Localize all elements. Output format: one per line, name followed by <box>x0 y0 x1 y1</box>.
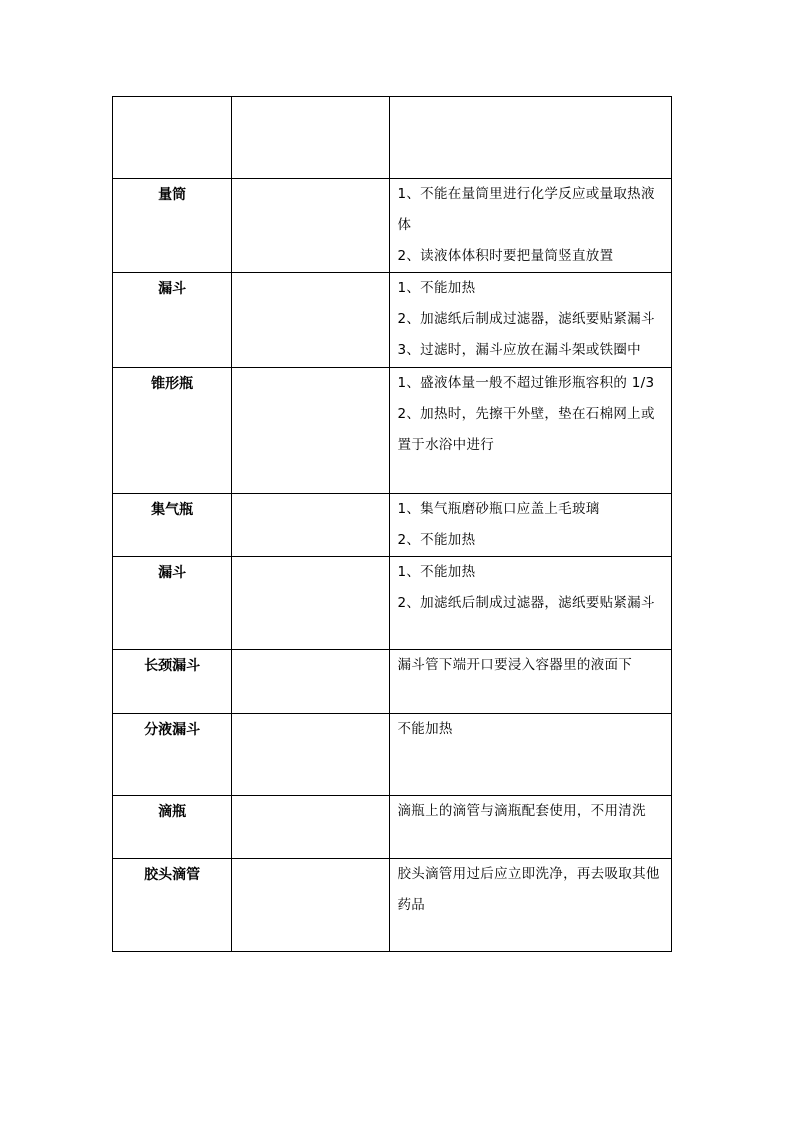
usage-notes <box>390 494 672 557</box>
blank-cell <box>232 796 390 859</box>
table-row <box>113 714 672 796</box>
usage-notes <box>390 714 672 796</box>
note-line: 1、盛液体量一般不超过锥形瓶容积的 1/3 <box>397 375 655 391</box>
note-line: 滴瓶上的滴管与滴瓶配套使用，不用清洗 <box>397 803 646 819</box>
note-line: 3、过滤时，漏斗应放在漏斗架或铁圈中 <box>397 342 641 358</box>
blank-cell <box>232 557 390 650</box>
blank-cell <box>232 97 390 179</box>
blank-cell <box>232 494 390 557</box>
blank-cell <box>232 179 390 273</box>
usage-notes <box>390 796 672 859</box>
table-row <box>113 97 672 179</box>
table-row <box>113 650 672 714</box>
note-line: 2、加滤纸后制成过滤器，滤纸要贴紧漏斗 <box>397 595 655 611</box>
table-row <box>113 273 672 368</box>
blank-cell <box>232 714 390 796</box>
table-row <box>113 557 672 650</box>
blank-cell <box>232 368 390 494</box>
usage-notes <box>390 368 672 494</box>
usage-notes <box>390 179 672 273</box>
instrument-name: 漏斗 <box>113 557 232 650</box>
table-row <box>113 179 672 273</box>
note-line: 胶头滴管用过后应立即洗净，再去吸取其他药品 <box>397 866 660 913</box>
instrument-name: 漏斗 <box>113 273 232 368</box>
note-line: 漏斗管下端开口要浸入容器里的液面下 <box>397 657 633 673</box>
instrument-name: 胶头滴管 <box>113 859 232 952</box>
note-line: 1、不能在量筒里进行化学反应或量取热液体 <box>397 186 655 233</box>
instrument-name: 锥形瓶 <box>113 368 232 494</box>
note-line: 2、加滤纸后制成过滤器，滤纸要贴紧漏斗 <box>397 311 655 327</box>
usage-notes <box>390 97 672 179</box>
instrument-table <box>112 96 672 952</box>
note-line: 2、读液体体积时要把量筒竖直放置 <box>397 248 614 264</box>
instrument-name: 量筒 <box>113 179 232 273</box>
note-line: 1、集气瓶磨砂瓶口应盖上毛玻璃 <box>397 501 600 517</box>
note-line: 2、加热时，先擦干外壁，垫在石棉网上或置于水浴中进行 <box>397 406 655 453</box>
usage-notes <box>390 859 672 952</box>
instrument-name: 集气瓶 <box>113 494 232 557</box>
instrument-name <box>113 97 232 179</box>
table-row <box>113 368 672 494</box>
note-line: 不能加热 <box>397 721 453 737</box>
blank-cell <box>232 273 390 368</box>
table-row <box>113 859 672 952</box>
note-line: 2、不能加热 <box>397 532 476 548</box>
usage-notes <box>390 557 672 650</box>
note-line: 1、不能加热 <box>397 280 476 296</box>
usage-notes <box>390 273 672 368</box>
table-row <box>113 494 672 557</box>
instrument-name: 滴瓶 <box>113 796 232 859</box>
note-line: 1、不能加热 <box>397 564 476 580</box>
blank-cell <box>232 650 390 714</box>
blank-cell <box>232 859 390 952</box>
instrument-name: 分液漏斗 <box>113 714 232 796</box>
usage-notes <box>390 650 672 714</box>
table-row <box>113 796 672 859</box>
instrument-name: 长颈漏斗 <box>113 650 232 714</box>
